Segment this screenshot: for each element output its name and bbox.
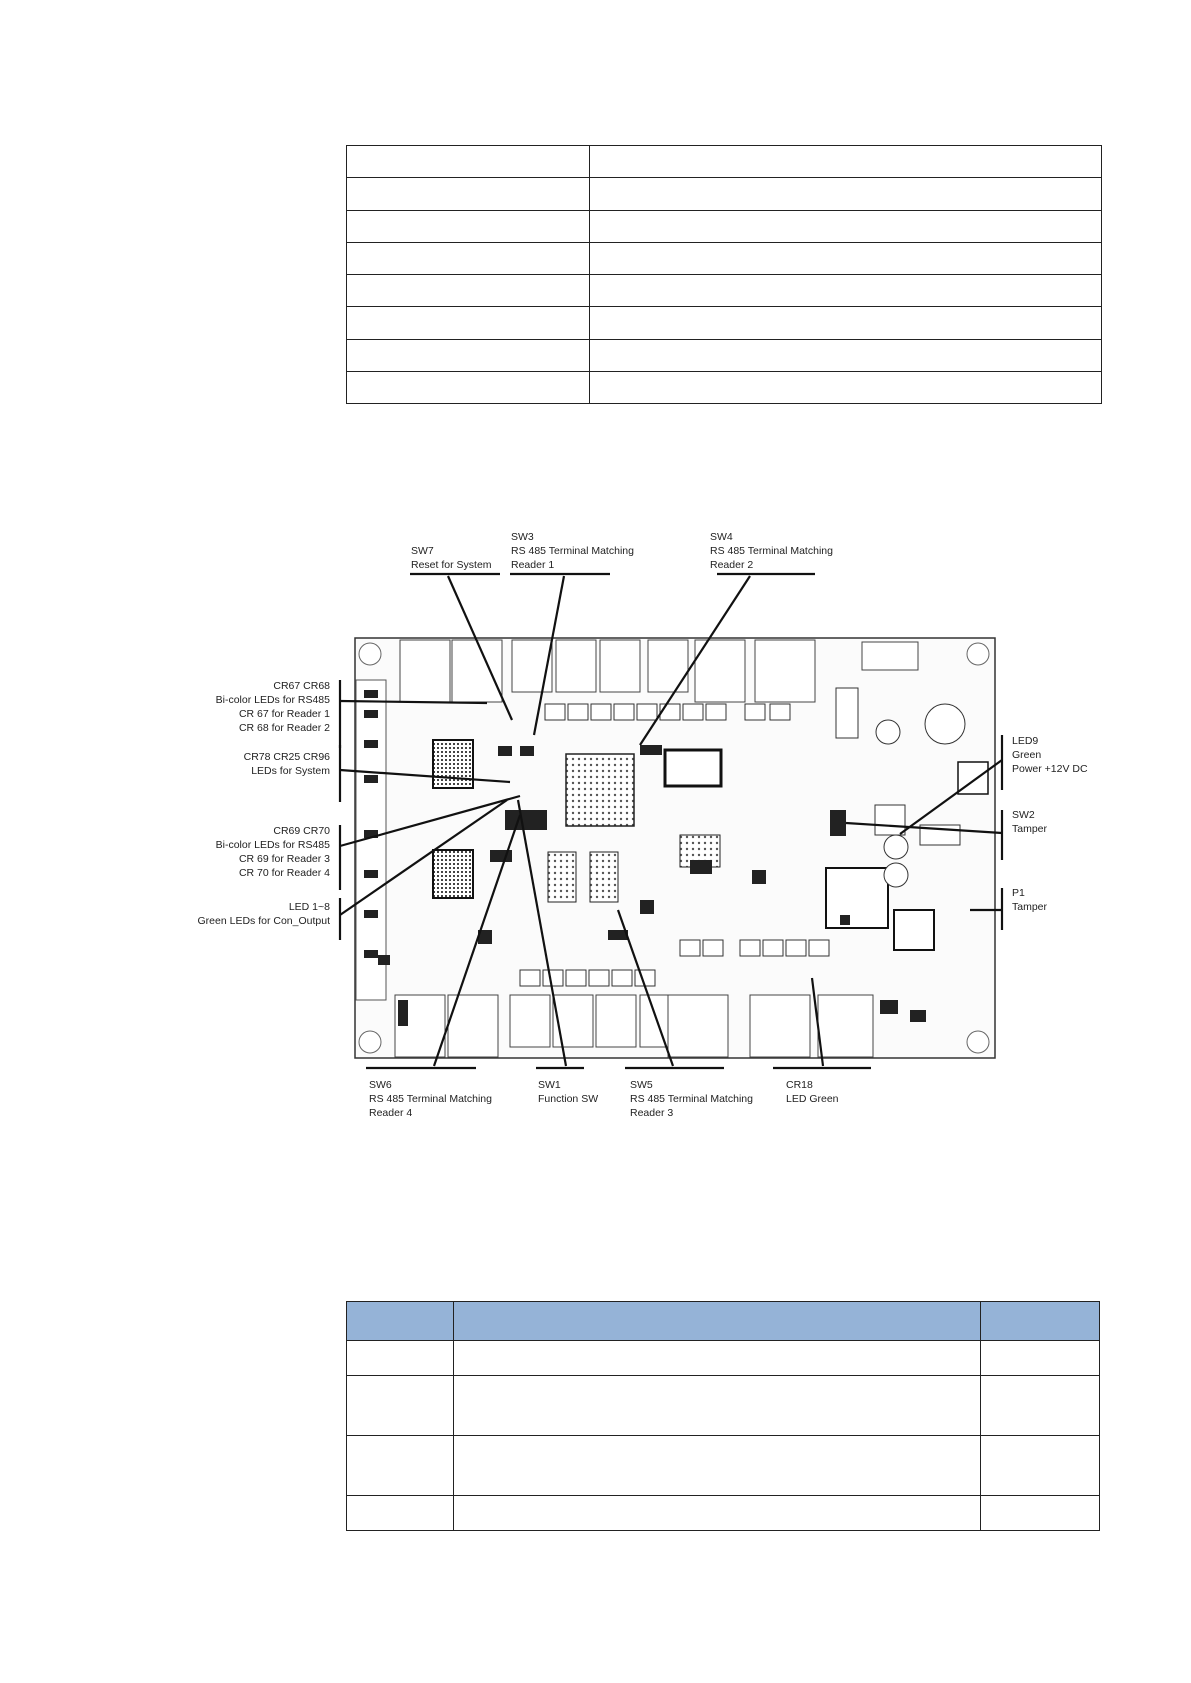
callout-led1-8: LED 1~8 Green LEDs for Con_Output (197, 901, 330, 927)
callout-sw5: SW5 RS 485 Terminal Matching Reader 3 (630, 1079, 753, 1119)
callout-sw2: SW2 Tamper (1012, 809, 1048, 835)
bga-chip (566, 754, 634, 826)
board-diagram (0, 531, 1191, 1140)
table-row (347, 178, 1102, 210)
callout-cr18: CR18 LED Green (786, 1079, 839, 1105)
top-table (346, 145, 1102, 404)
table-row (347, 242, 1102, 274)
table-header-row (347, 1302, 1100, 1341)
callout-cr78-cr25-cr96: CR78 CR25 CR96 LEDs for System (243, 751, 330, 777)
callout-cr67-cr68: CR67 CR68 Bi-color LEDs for RS485 CR 67 for Reader 1 CR 68 for Reader 2 (215, 680, 330, 734)
table-row (347, 307, 1102, 339)
table-row (347, 1341, 1100, 1376)
pcb-drawing (0, 570, 1191, 1140)
table-row (347, 372, 1102, 404)
callout-sw1: SW1 Function SW (538, 1079, 599, 1105)
table-row (347, 1376, 1100, 1436)
callout-p1: P1 Tamper (1012, 887, 1048, 913)
table-row (347, 1436, 1100, 1496)
bottom-table (346, 1301, 1100, 1531)
callout-cr69-cr70: CR69 CR70 Bi-color LEDs for RS485 CR 69 for Reader 3 CR 70 for Reader 4 (215, 825, 330, 879)
table-row (347, 146, 1102, 178)
table-row (347, 339, 1102, 371)
table-row (347, 275, 1102, 307)
table-row (347, 1496, 1100, 1531)
callout-sw3: SW3 RS 485 Terminal Matching Reader 1 (511, 531, 634, 571)
table-row (347, 210, 1102, 242)
callout-led9: LED9 Green Power +12V DC (1012, 735, 1088, 775)
callout-sw6: SW6 RS 485 Terminal Matching Reader 4 (369, 1079, 492, 1119)
callout-sw7: SW7 Reset for System (411, 545, 492, 571)
callout-sw4: SW4 RS 485 Terminal Matching Reader 2 (710, 531, 833, 571)
